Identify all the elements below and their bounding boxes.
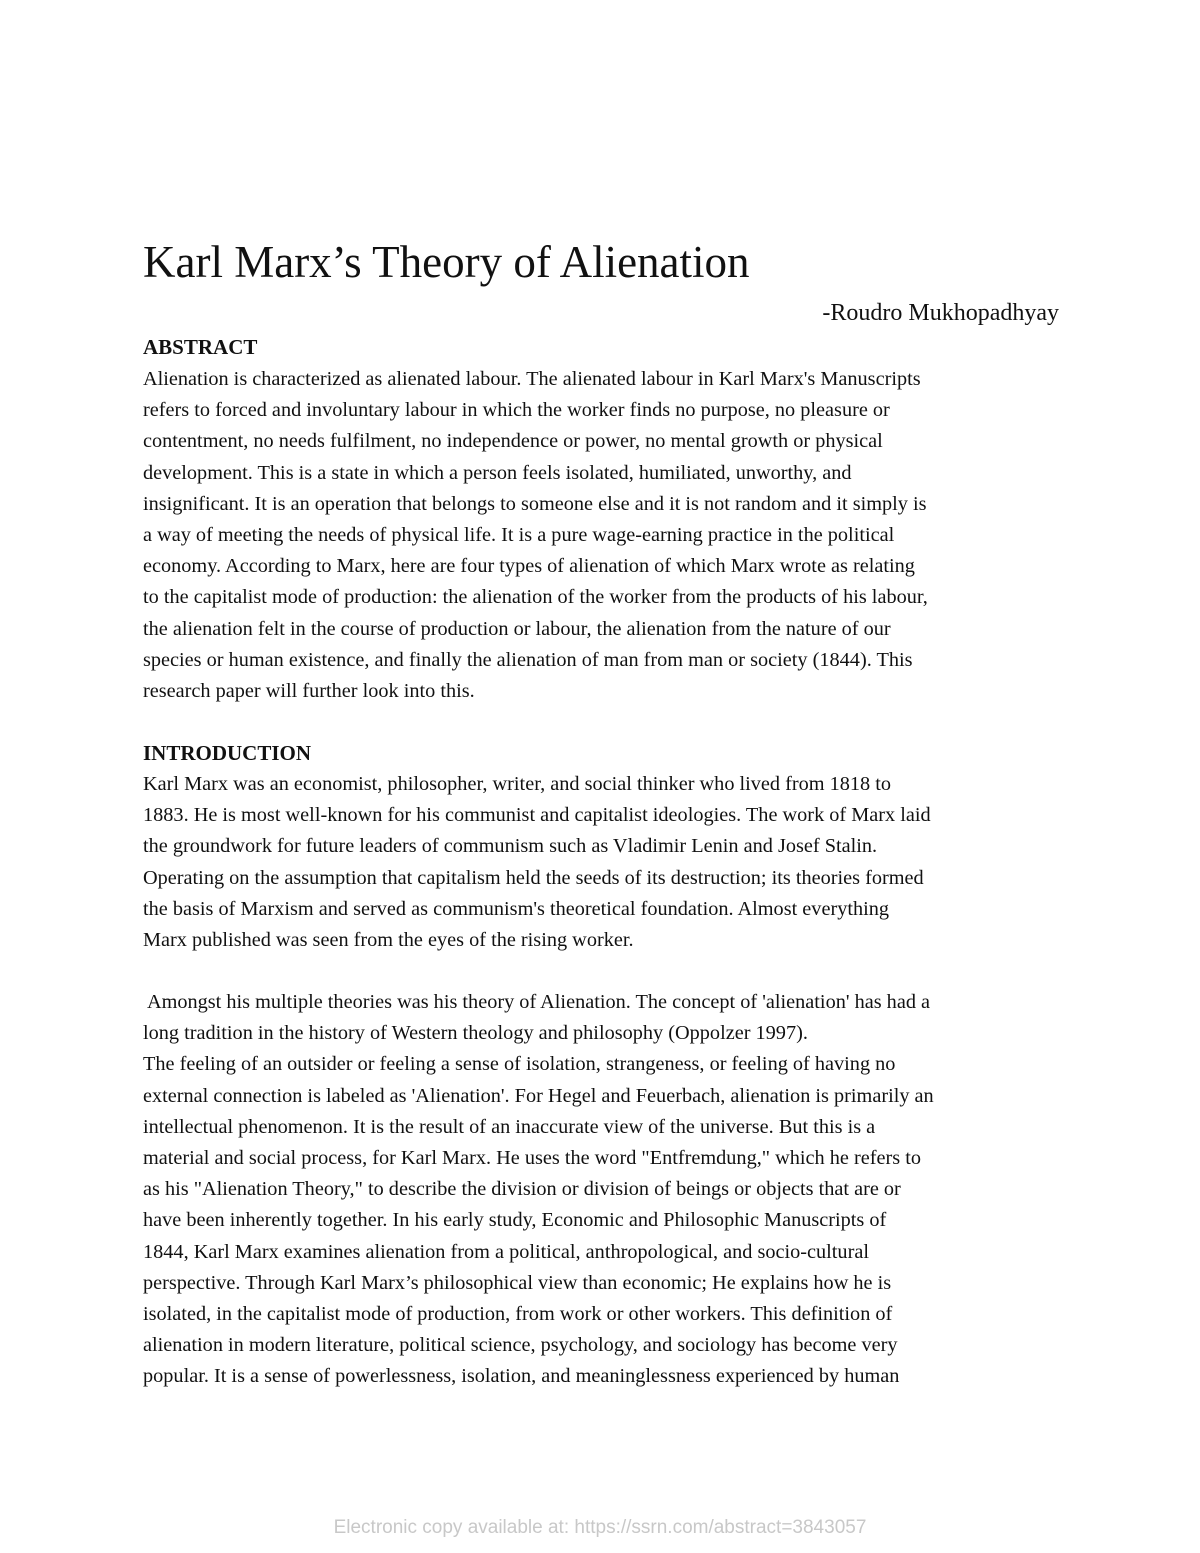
abstract-body bbox=[143, 364, 1063, 707]
abstract-line: economy. According to Marx, here are four types of alienation of which Marx wrote as relating bbox=[143, 555, 915, 578]
introduction-line: material and social process, for Karl Marx. He uses the word "Entfremdung," which he refers to bbox=[143, 1146, 921, 1169]
paper-title: Karl Marx’s Theory of Alienation bbox=[143, 237, 750, 287]
abstract-heading: ABSTRACT bbox=[143, 335, 258, 359]
ssrn-footer-link[interactable]: Electronic copy available at: https://ssrn.com/abstract=3843057 bbox=[333, 1517, 867, 1538]
introduction-heading: INTRODUCTION bbox=[143, 741, 312, 765]
abstract-line: research paper will further look into this. bbox=[143, 679, 475, 702]
introduction-line: The feeling of an outsider or feeling a sense of isolation, strangeness, or feeling of having no bbox=[143, 1053, 896, 1076]
abstract-line: the alienation felt in the course of production or labour, the alienation from the nature of our bbox=[143, 617, 891, 640]
introduction-line: perspective. Through Karl Marx’s philosophical view than economic; He explains how he is bbox=[143, 1271, 892, 1294]
introduction-line: long tradition in the history of Western theology and philosophy (Oppolzer 1997). bbox=[143, 1022, 808, 1045]
introduction-line: intellectual phenomenon. It is the result of an inaccurate view of the universe. But this is a bbox=[143, 1115, 876, 1138]
abstract-line: refers to forced and involuntary labour in which the worker finds no purpose, no pleasure or bbox=[143, 399, 890, 422]
abstract-line: a way of meeting the needs of physical life. It is a pure wage-earning practice in the political bbox=[143, 523, 895, 546]
introduction-line: the basis of Marxism and served as communism's theoretical foundation. Almost everything bbox=[143, 897, 890, 920]
introduction-line: popular. It is a sense of powerlessness, isolation, and meaninglessness experienced by human bbox=[143, 1365, 900, 1388]
introduction-paragraph-1 bbox=[143, 769, 1063, 956]
introduction-line: 1883. He is most well-known for his communist and capitalist ideologies. The work of Marx laid bbox=[143, 804, 931, 827]
introduction-line: alienation in modern literature, political science, psychology, and sociology has become very bbox=[143, 1334, 898, 1357]
introduction-line: Marx published was seen from the eyes of the rising worker. bbox=[143, 928, 634, 951]
paper-author: -Roudro Mukhopadhyay bbox=[822, 300, 1059, 326]
introduction-line: isolated, in the capitalist mode of production, from work or other workers. This definition of bbox=[143, 1302, 893, 1325]
introduction-line: have been inherently together. In his early study, Economic and Philosophic Manuscripts of bbox=[143, 1209, 887, 1232]
abstract-line: Alienation is characterized as alienated labour. The alienated labour in Karl Marx's Manuscripts bbox=[143, 368, 921, 390]
introduction-line: external connection is labeled as 'Alienation'. For Hegel and Feuerbach, alienation is primarily an bbox=[143, 1084, 934, 1107]
introduction-paragraph-2 bbox=[143, 987, 1063, 1392]
introduction-line: Operating on the assumption that capitalism held the seeds of its destruction; its theories formed bbox=[143, 866, 924, 889]
abstract-line: development. This is a state in which a person feels isolated, humiliated, unworthy, and bbox=[143, 461, 852, 484]
abstract-line: species or human existence, and finally the alienation of man from man or society (1844). This bbox=[143, 648, 913, 671]
abstract-line: to the capitalist mode of production: the alienation of the worker from the products of his labour, bbox=[143, 586, 928, 609]
introduction-line: Amongst his multiple theories was his theory of Alienation. The concept of 'alienation' has had a bbox=[143, 991, 931, 1013]
introduction-line: as his "Alienation Theory," to describe the division or division of beings or objects that are or bbox=[143, 1178, 901, 1201]
introduction-line: the groundwork for future leaders of communism such as Vladimir Lenin and Josef Stalin. bbox=[143, 835, 878, 858]
abstract-line: contentment, no needs fulfilment, no independence or power, no mental growth or physical bbox=[143, 430, 883, 453]
introduction-line: 1844, Karl Marx examines alienation from a political, anthropological, and socio-cultural bbox=[143, 1240, 869, 1263]
introduction-line: Karl Marx was an economist, philosopher, writer, and social thinker who lived from 1818 to bbox=[143, 773, 892, 795]
abstract-line: insignificant. It is an operation that belongs to someone else and it is not random and it simply is bbox=[143, 492, 927, 515]
